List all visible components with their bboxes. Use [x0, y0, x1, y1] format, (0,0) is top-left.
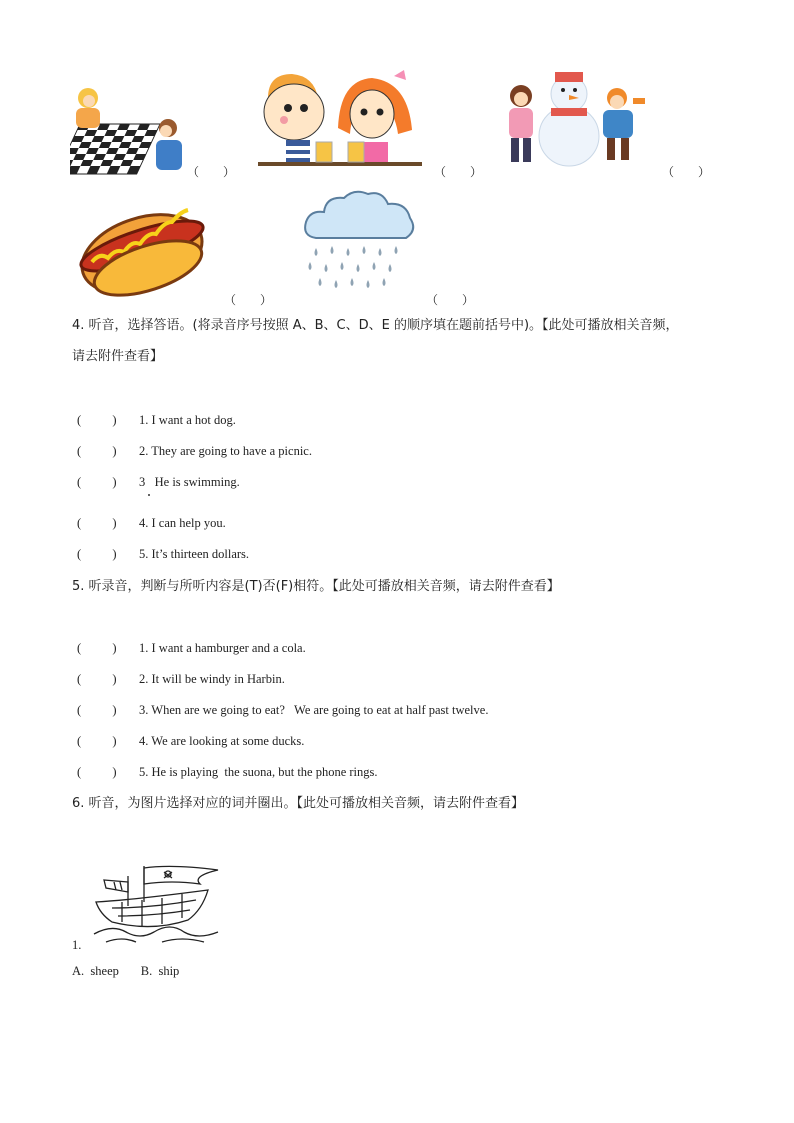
q6-options[interactable]: A. sheep B. ship	[72, 964, 180, 978]
answer-paren[interactable]: ( )	[77, 641, 117, 655]
q4-item-5	[77, 547, 249, 562]
q6-title: 6. 听音，为图片选择对应的词并圈出。【此处可播放相关音频，请去附件查看】	[72, 796, 525, 811]
answer-paren[interactable]: ( )	[77, 547, 117, 561]
item-text: 5. He is playing the suona, but the phone rings.	[139, 765, 378, 779]
answer-paren-4[interactable]: （ ）	[224, 293, 273, 307]
item-text: 5. It’s thirteen dollars.	[139, 547, 250, 561]
answer-paren[interactable]: ( )	[77, 444, 117, 458]
q4-title-line2: 请去附件查看】	[72, 349, 164, 364]
answer-paren-2[interactable]: （ ）	[434, 165, 483, 179]
answer-paren[interactable]: ( )	[77, 475, 117, 489]
q5-item-2	[77, 672, 285, 687]
q4-item-3	[77, 475, 240, 490]
q4-item-2	[77, 444, 312, 459]
answer-paren[interactable]: ( )	[77, 413, 117, 427]
answer-paren[interactable]: ( )	[77, 672, 117, 686]
item-text: 1. I want a hot dog.	[139, 413, 236, 427]
q6-number: 1.	[72, 938, 82, 952]
q5-item-5	[77, 765, 378, 780]
item-text: 2. It will be windy in Harbin.	[139, 672, 285, 686]
picture-rain-cloud	[302, 188, 418, 300]
item-text: 3 He is swimming.	[139, 475, 240, 489]
q5-title: 5. 听录音，判断与所听内容是(T)否(F)相符。【此处可播放相关音频，请去附件查看】	[72, 579, 560, 594]
stray-dot	[148, 494, 150, 496]
answer-paren[interactable]: ( )	[77, 703, 117, 717]
q4-item-4	[77, 516, 226, 531]
q4-item-1	[77, 413, 236, 428]
picture-snowman	[503, 68, 657, 168]
answer-paren-5[interactable]: （ ）	[426, 293, 475, 307]
answer-paren[interactable]: ( )	[77, 765, 117, 779]
answer-paren-1[interactable]: （ ）	[187, 165, 236, 179]
item-text: 3. When are we going to eat? We are going to eat at half past twelve.	[139, 703, 489, 717]
q5-item-4	[77, 734, 304, 749]
picture-chess	[70, 84, 188, 178]
item-text: 1. I want a hamburger and a cola.	[139, 641, 306, 655]
answer-paren[interactable]: ( )	[77, 516, 117, 530]
q5-item-3	[77, 703, 488, 718]
item-text: 4. We are looking at some ducks.	[139, 734, 305, 748]
item-text: 4. I can help you.	[139, 516, 226, 530]
answer-paren[interactable]: ( )	[77, 734, 117, 748]
q4-title-line1: 4. 听音，选择答语。(将录音序号按照 A、B、C、D、E 的顺序填在题前括号中)。【此处可播放相关音频，	[72, 318, 679, 333]
q5-item-1	[77, 641, 306, 656]
picture-hot-dog	[74, 196, 212, 300]
picture-ship	[92, 862, 222, 948]
answer-paren-3[interactable]: （ ）	[662, 165, 711, 179]
picture-juice	[258, 68, 422, 176]
item-text: 2. They are going to have a picnic.	[139, 444, 312, 458]
